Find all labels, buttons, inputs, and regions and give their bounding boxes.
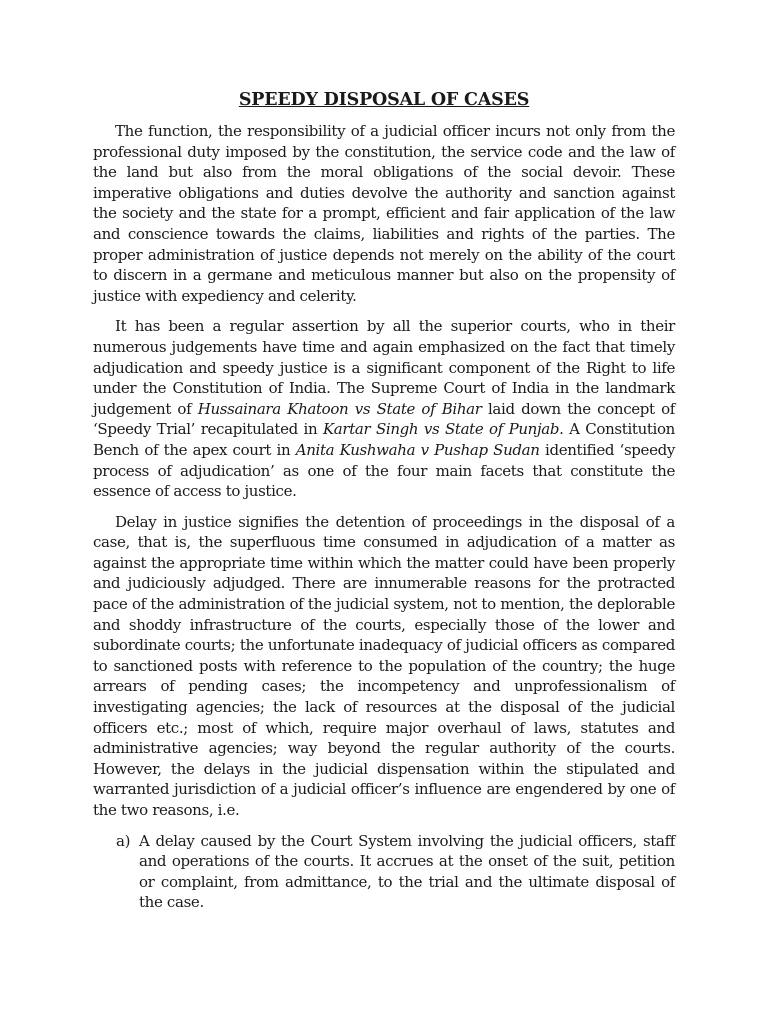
body-paragraph: [93, 121, 675, 306]
paragraph-text: laid down the concept of ‘Speedy Trial’ recapitulated in: [93, 399, 675, 439]
lettered-list: [93, 831, 675, 913]
case-citation: Anita Kushwaha v Pushap Sudan: [295, 440, 540, 459]
paragraph-text: The function, the responsibility of a judicial officer incurs not only from the professional duty imposed by the constitution, the service code and the law of the land but also from the moral obligations of the social devoir. These imperative obligations and duties devolve the authority and sanction against the society and the state for a prompt, efficient and fair application of the law and conscience towards the claims, liabilities and rights of the parties. The proper administration of justice depends not merely on the ability of the court to discern in a germane and meticulous manner but also on the propensity of justice with expediency and celerity.: [93, 122, 675, 305]
body-paragraph: [93, 316, 675, 501]
document-page: [93, 88, 675, 913]
list-marker: a): [116, 831, 131, 850]
paragraph-text: . A Constitution Bench of the apex court in: [93, 420, 675, 459]
case-citation: Hussainara Khatoon vs State of Bihar: [197, 399, 482, 418]
list-item: [93, 831, 675, 913]
case-citation: Kartar Singh vs State of Punjab: [322, 420, 560, 439]
paragraph-text: identified ‘speedy process of adjudication’ as one of the four main facets that constitute the essence of access to justice.: [93, 440, 675, 501]
body-paragraph: [93, 512, 675, 821]
paragraph-text: It has been a regular assertion by all the superior courts, who in their numerous judgements have time and again emphasized on the fact that timely adjudication and speedy justice is a significant component of the Right to life under the Constitution of India. The Supreme Court of India in the landmark judgement of: [93, 317, 675, 418]
document-title: SPEEDY DISPOSAL OF CASES: [238, 90, 530, 110]
paragraph-text: Delay in justice signifies the detention of proceedings in the disposal of a case, that is, the superfluous time consumed in adjudication of a matter as against the appropriate time within which the matter could have been properly and judiciously adjudged. There are innumerable reasons for the protracted pace of the administration of the judicial system, not to mention, the deplorable and shoddy infrastructure of the courts, especially those of the lower and subordinate courts; the unfortunate inadequacy of judicial officers as compared to sanctioned posts with reference to the population of the country; the huge arrears of pending cases; the incompetency and unprofessionalism of investigating agencies; the lack of resources at the disposal of the judicial officers etc.; most of which, require major overhaul of laws, statutes and administrative agencies; way beyond the regular authority of the courts. However, the delays in the judicial dispensation within the stipulated and warranted jurisdiction of a judicial officer’s influence are engendered by one of the two reasons, i.e.: [93, 512, 675, 819]
list-item-text: A delay caused by the Court System involving the judicial officers, staff and operations of the courts. It accrues at the onset of the suit, petition or complaint, from admittance, to the trial and the ultimate disposal of the case.: [139, 831, 675, 912]
document-body: [93, 121, 675, 821]
